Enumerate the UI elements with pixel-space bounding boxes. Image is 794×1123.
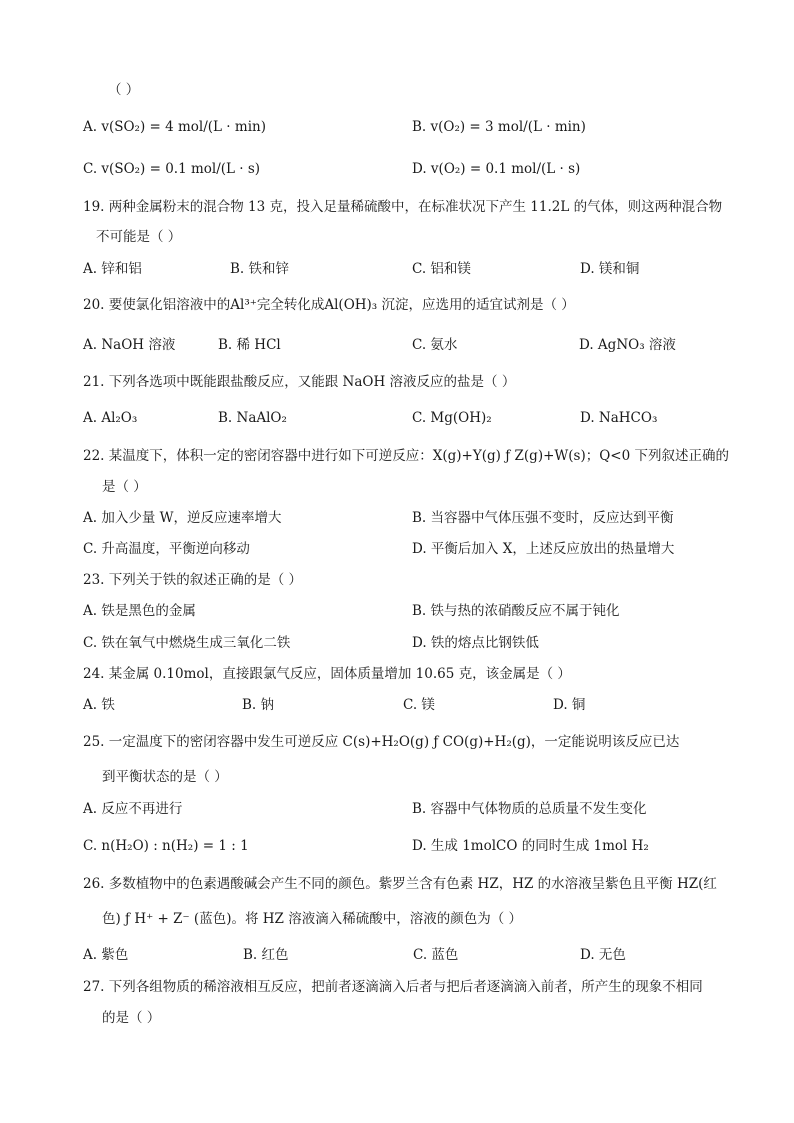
q27-stem-line2: 的是（ ） xyxy=(102,1010,161,1026)
q19-option-a: A. 锌和铝 xyxy=(83,261,142,277)
q18-option-b: B. v(O₂) = 3 mol/(L · min) xyxy=(412,119,586,135)
q24-option-c: C. 镁 xyxy=(403,697,435,713)
q26-option-d: D. 无色 xyxy=(580,947,626,963)
q23-stem: 23. 下列关于铁的叙述正确的是（ ） xyxy=(83,572,303,588)
q23-option-d: D. 铁的熔点比钢铁低 xyxy=(412,635,539,651)
q26-stem-line2: 色) ƒ H⁺ + Z⁻ (蓝色)。将 HZ 溶液滴入稀硫酸中，溶液的颜色为（ ） xyxy=(102,911,522,927)
q19-option-b: B. 铁和锌 xyxy=(230,261,290,277)
q21-option-d: D. NaHCO₃ xyxy=(580,410,658,426)
q20-option-b: B. 稀 HCl xyxy=(218,337,281,353)
q19-stem-line2: 不可能是（ ） xyxy=(96,229,182,245)
q23-option-b: B. 铁与热的浓硝酸反应不属于钝化 xyxy=(412,603,620,619)
q19-stem-line1: 19. 两种金属粉末的混合物 13 克，投入足量稀硫酸中，在标准状况下产生 11.2L 的气体，则这两种混合物 xyxy=(83,199,723,215)
q22-option-b: B. 当容器中气体压强不变时，反应达到平衡 xyxy=(412,510,674,526)
q18-option-c: C. v(SO₂) = 0.1 mol/(L · s) xyxy=(83,161,261,177)
q22-stem-line2: 是（ ） xyxy=(102,479,147,495)
q21-stem: 21. 下列各选项中既能跟盐酸反应，又能跟 NaOH 溶液反应的盐是（ ） xyxy=(83,374,516,390)
q20-option-a: A. NaOH 溶液 xyxy=(83,337,176,353)
q19-option-d: D. 镁和铜 xyxy=(580,261,640,277)
q22-stem-line1: 22. 某温度下，体积一定的密闭容器中进行如下可逆反应：X(g)+Y(g) ƒ Z(g)+W(s)；Q<0 下列叙述正确的 xyxy=(83,448,729,464)
q20-option-d: D. AgNO₃ 溶液 xyxy=(579,337,676,353)
q24-option-b: B. 钠 xyxy=(242,697,275,713)
q18-option-a: A. v(SO₂) = 4 mol/(L · min) xyxy=(83,119,266,135)
q25-stem-line2: 到平衡状态的是（ ） xyxy=(102,769,228,785)
q26-option-b: B. 红色 xyxy=(243,947,289,963)
q21-option-c: C. Mg(OH)₂ xyxy=(412,410,492,426)
q20-option-c: C. 氨水 xyxy=(412,337,458,353)
q19-option-c: C. 铝和镁 xyxy=(412,261,471,277)
q25-option-d: D. 生成 1molCO 的同时生成 1mol H₂ xyxy=(412,838,649,854)
q24-option-d: D. 铜 xyxy=(553,697,586,713)
q26-stem-line1: 26. 多数植物中的色素遇酸碱会产生不同的颜色。紫罗兰含有色素 HZ，HZ 的水溶液呈紫色且平衡 HZ(红 xyxy=(83,876,717,892)
q24-option-a: A. 铁 xyxy=(83,697,115,713)
q25-option-b: B. 容器中气体物质的总质量不发生变化 xyxy=(412,801,647,817)
q25-option-c: C. n(H₂O) : n(H₂) = 1 : 1 xyxy=(83,838,249,854)
q23-option-a: A. 铁是黑色的金属 xyxy=(83,603,196,619)
q22-option-d: D. 平衡后加入 X，上述反应放出的热量增大 xyxy=(412,541,675,557)
q26-option-c: C. 蓝色 xyxy=(413,947,459,963)
q18-stem-tail: （ ） xyxy=(108,82,140,98)
q27-stem-line1: 27. 下列各组物质的稀溶液相互反应，把前者逐滴滴入后者与把后者逐滴滴入前者，所产生的现象不相同 xyxy=(83,979,703,995)
q20-stem: 20. 要使氯化铝溶液中的Al³⁺完全转化成Al(OH)₃ 沉淀，应选用的适宜试剂是（ ） xyxy=(83,297,575,313)
q22-option-a: A. 加入少量 W，逆反应速率增大 xyxy=(83,510,282,526)
q21-option-a: A. Al₂O₃ xyxy=(83,410,138,426)
q25-option-a: A. 反应不再进行 xyxy=(83,801,183,817)
q24-stem: 24. 某金属 0.10mol，直接跟氯气反应，固体质量增加 10.65 克，该金属是（ ） xyxy=(83,666,571,682)
q22-option-c: C. 升高温度，平衡逆向移动 xyxy=(83,541,250,557)
q21-option-b: B. NaAlO₂ xyxy=(218,410,287,426)
q26-option-a: A. 紫色 xyxy=(83,947,129,963)
q18-option-d: D. v(O₂) = 0.1 mol/(L · s) xyxy=(412,161,581,177)
q23-option-c: C. 铁在氧气中燃烧生成三氧化二铁 xyxy=(83,635,291,651)
q25-stem-line1: 25. 一定温度下的密闭容器中发生可逆反应 C(s)+H₂O(g) ƒ CO(g)+H₂(g)，一定能说明该反应已达 xyxy=(83,734,680,750)
